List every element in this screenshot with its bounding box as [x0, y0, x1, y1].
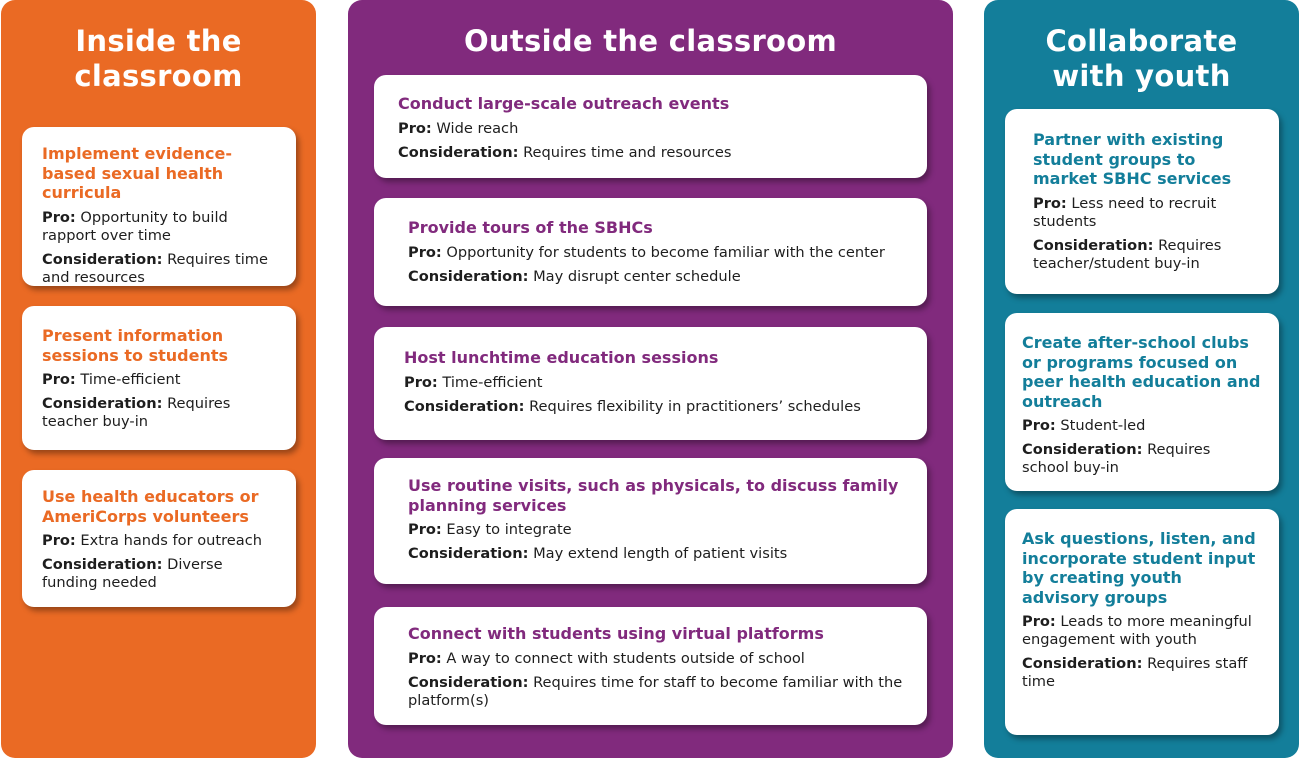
pro-row	[1022, 613, 1261, 649]
card-title: Ask questions, listen, and incorporate student input by creating youth advisory groups	[1022, 529, 1256, 607]
pro-row	[42, 532, 278, 550]
consideration-text: Requires time and resources	[523, 143, 732, 161]
strategy-card	[374, 607, 927, 725]
consideration-text: Requires staff time	[1022, 655, 1248, 690]
consideration-row	[42, 395, 278, 431]
consideration-row	[408, 674, 907, 710]
pro-label: Pro:	[1022, 613, 1056, 630]
card-title: Host lunchtime education sessions	[404, 348, 719, 367]
card-title: Present information sessions to students	[42, 326, 229, 365]
consideration-text: Diverse funding needed	[42, 556, 223, 591]
inside-classroom-column	[1, 0, 316, 758]
pro-label: Pro:	[408, 521, 442, 538]
consideration-label: Consideration:	[408, 545, 529, 562]
consideration-text: Requires teacher buy-in	[42, 395, 231, 430]
pro-text: Extra hands for outreach	[80, 532, 262, 549]
consideration-row	[1022, 441, 1261, 477]
card-title: Create after-school clubs or programs focused on peer health education and outreach	[1022, 333, 1261, 411]
pro-row	[404, 374, 907, 392]
consideration-text: May extend length of patient visits	[533, 545, 788, 562]
strategy-card	[374, 458, 927, 584]
consideration-label: Consideration:	[42, 556, 163, 573]
consideration-text: Requires time for staff to become familiar with the platform(s)	[408, 673, 903, 709]
strategy-card	[22, 306, 296, 450]
pro-row	[1022, 417, 1261, 435]
pro-text: Easy to integrate	[446, 521, 572, 538]
pro-label: Pro:	[42, 208, 76, 226]
pro-row	[408, 650, 907, 668]
column-title: Collaborate with youth	[1045, 24, 1238, 93]
consideration-label: Consideration:	[404, 397, 525, 415]
consideration-row	[408, 545, 907, 563]
consideration-text: Requires flexibility in practitioners’ schedules	[529, 397, 861, 415]
pro-row	[408, 244, 907, 262]
card-title: Conduct large-scale outreach events	[398, 94, 730, 113]
consideration-text: Requires school buy-in	[1022, 441, 1211, 476]
consideration-label: Consideration:	[42, 395, 163, 412]
card-title: Connect with students using virtual platforms	[408, 624, 824, 643]
strategy-card	[22, 470, 296, 607]
pro-label: Pro:	[1033, 194, 1067, 212]
pro-label: Pro:	[1022, 417, 1056, 434]
consideration-label: Consideration:	[1022, 441, 1143, 458]
pro-text: A way to connect with students outside of school	[446, 649, 805, 667]
pro-text: Less need to recruit students	[1033, 194, 1217, 230]
consideration-label: Consideration:	[408, 673, 529, 691]
pro-label: Pro:	[42, 371, 76, 388]
strategy-card	[22, 127, 296, 286]
strategy-card	[374, 327, 927, 440]
consideration-row	[408, 268, 907, 286]
pro-row	[42, 371, 278, 389]
consideration-row	[42, 556, 278, 592]
pro-row	[1033, 195, 1261, 231]
card-title: Implement evidence-based sexual health curricula	[42, 144, 232, 202]
pro-text: Opportunity to build rapport over time	[42, 208, 228, 244]
consideration-label: Consideration:	[1033, 236, 1154, 254]
pro-text: Wide reach	[436, 119, 519, 137]
consideration-label: Consideration:	[42, 250, 163, 268]
pro-text: Time-efficient	[80, 371, 181, 388]
pro-label: Pro:	[42, 532, 76, 549]
strategy-card	[1005, 313, 1279, 491]
pro-label: Pro:	[408, 243, 442, 261]
card-title: Partner with existing student groups to market SBHC services	[1033, 130, 1232, 188]
strategy-card	[374, 198, 927, 306]
card-title: Use health educators or AmeriCorps volunteers	[42, 487, 259, 526]
strategy-card	[374, 75, 927, 178]
consideration-label: Consideration:	[398, 143, 519, 161]
consideration-row	[404, 398, 907, 416]
pro-label: Pro:	[404, 373, 438, 391]
consideration-text: Requires teacher/student buy-in	[1033, 236, 1222, 272]
card-title: Use routine visits, such as physicals, to discuss family planning services	[408, 476, 899, 515]
consideration-row	[398, 144, 907, 162]
consideration-row	[42, 251, 278, 287]
pro-row	[398, 120, 907, 138]
collaborate-youth-column	[984, 0, 1299, 758]
consideration-label: Consideration:	[408, 267, 529, 285]
outside-classroom-column	[348, 0, 953, 758]
pro-row	[408, 521, 907, 539]
pro-text: Leads to more meaningful engagement with youth	[1022, 613, 1252, 648]
strategy-card	[1005, 109, 1279, 294]
column-title: Inside the classroom	[74, 24, 243, 93]
strategy-card	[1005, 509, 1279, 735]
pro-label: Pro:	[408, 649, 442, 667]
pro-text: Student-led	[1060, 417, 1146, 434]
consideration-text: May disrupt center schedule	[533, 267, 741, 285]
pro-label: Pro:	[398, 119, 432, 137]
consideration-text: Requires time and resources	[42, 250, 268, 286]
pro-row	[42, 209, 278, 245]
consideration-row	[1033, 237, 1261, 273]
consideration-label: Consideration:	[1022, 655, 1143, 672]
pro-text: Opportunity for students to become familiar with the center	[446, 243, 885, 261]
consideration-row	[1022, 655, 1261, 691]
card-title: Provide tours of the SBHCs	[408, 218, 653, 237]
column-title: Outside the classroom	[463, 24, 838, 58]
pro-text: Time-efficient	[442, 373, 543, 391]
